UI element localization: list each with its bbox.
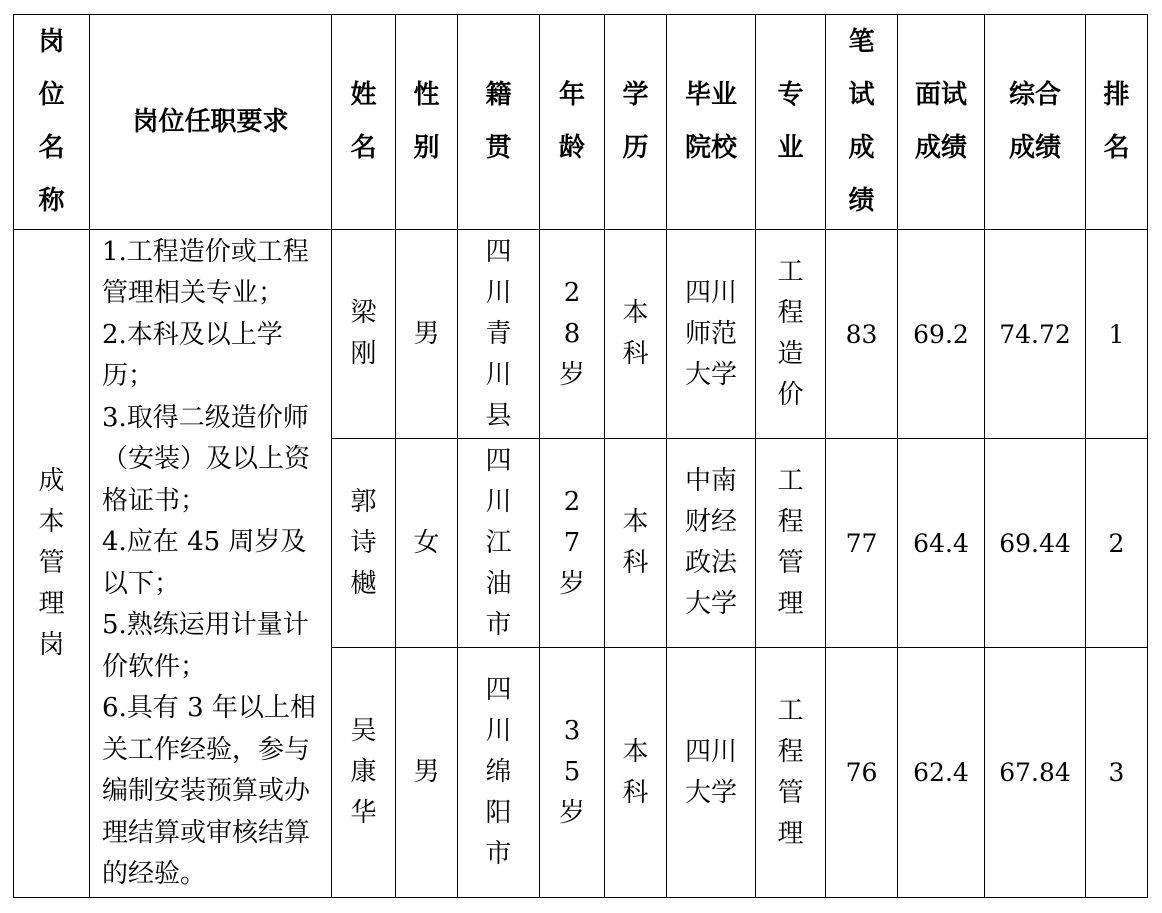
post-name-cell: 成本管理岗 <box>14 230 90 898</box>
header-major: 专业 <box>756 15 826 230</box>
gender-cell: 男 <box>396 230 458 439</box>
name-cell: 梁刚 <box>332 230 396 439</box>
school-cell: 中南财经政法大学 <box>667 439 756 648</box>
interview-score-cell: 69.2 <box>898 230 985 439</box>
header-row <box>14 15 1148 230</box>
rank-cell: 2 <box>1086 439 1148 648</box>
education-cell: 本科 <box>605 648 667 898</box>
interview-score-cell: 64.4 <box>898 439 985 648</box>
results-table <box>13 14 1148 898</box>
header-requirements: 岗位任职要求 <box>90 15 332 230</box>
table-row <box>14 230 1148 439</box>
education-cell: 本科 <box>605 230 667 439</box>
gender-cell: 男 <box>396 648 458 898</box>
school-cell: 四川师范大学 <box>667 230 756 439</box>
requirement-item: 5.熟练运用计量计价软件； <box>102 610 309 682</box>
requirement-item: 3.取得二级造价师（安装）及以上资格证书； <box>102 402 311 516</box>
requirement-item: 2.本科及以上学历； <box>102 319 283 391</box>
age-cell: 27岁 <box>540 439 605 648</box>
rank-cell: 3 <box>1086 648 1148 898</box>
age-cell: 35岁 <box>540 648 605 898</box>
header-native-place: 籍贯 <box>458 15 540 230</box>
header-written-score: 笔试成绩 <box>826 15 898 230</box>
major-cell: 工程管理 <box>756 439 826 648</box>
requirements-cell <box>90 230 332 898</box>
native-place-cell: 四川绵阳市 <box>458 648 540 898</box>
requirement-item: 6.具有 3 年以上相关工作经验，参与编制安装预算或办理结算或审核结算的经验。 <box>102 693 316 889</box>
name-cell: 吴康华 <box>332 648 396 898</box>
native-place-cell: 四川江油市 <box>458 439 540 648</box>
school-cell: 四川大学 <box>667 648 756 898</box>
header-interview-score: 面试成绩 <box>898 15 985 230</box>
header-gender: 性别 <box>396 15 458 230</box>
header-school: 毕业院校 <box>667 15 756 230</box>
header-education: 学历 <box>605 15 667 230</box>
rank-cell: 1 <box>1086 230 1148 439</box>
total-score-cell: 67.84 <box>985 648 1086 898</box>
gender-cell: 女 <box>396 439 458 648</box>
header-name: 姓名 <box>332 15 396 230</box>
header-post-name: 岗位名称 <box>14 15 90 230</box>
header-total-score: 综合成绩 <box>985 15 1086 230</box>
interview-score-cell: 62.4 <box>898 648 985 898</box>
written-score-cell: 83 <box>826 230 898 439</box>
name-cell: 郭诗樾 <box>332 439 396 648</box>
header-age: 年龄 <box>540 15 605 230</box>
native-place-cell: 四川青川县 <box>458 230 540 439</box>
age-cell: 28岁 <box>540 230 605 439</box>
total-score-cell: 74.72 <box>985 230 1086 439</box>
requirement-item: 1.工程造价或工程管理相关专业； <box>102 236 309 308</box>
written-score-cell: 77 <box>826 439 898 648</box>
major-cell: 工程管理 <box>756 648 826 898</box>
requirement-item: 4.应在 45 周岁及以下； <box>102 527 307 599</box>
written-score-cell: 76 <box>826 648 898 898</box>
header-rank: 排名 <box>1086 15 1148 230</box>
total-score-cell: 69.44 <box>985 439 1086 648</box>
major-cell: 工程造价 <box>756 230 826 439</box>
education-cell: 本科 <box>605 439 667 648</box>
